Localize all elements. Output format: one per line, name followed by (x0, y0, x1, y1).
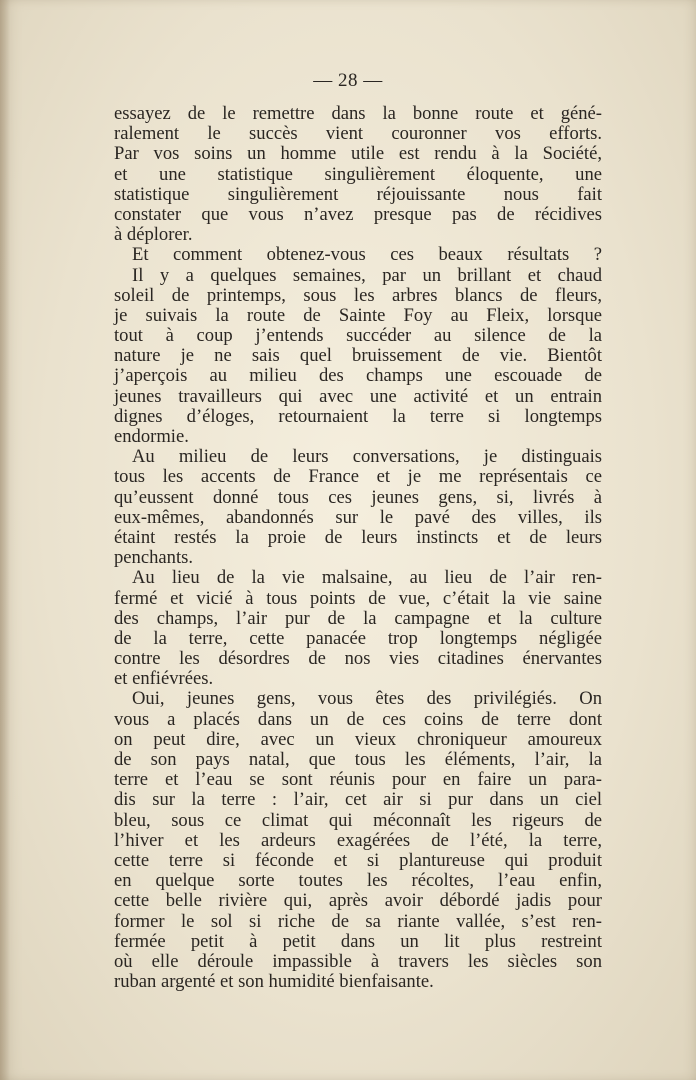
text-line: tous les accents de France et je me représentais ce (114, 466, 602, 488)
text-line: contre les désordres de nos vies citadines énervantes (114, 648, 602, 670)
text-line: j’aperçois au milieu des champs une escouade de (114, 365, 602, 387)
text-line: eux-mêmes, abandonnés sur le pavé des villes, ils (114, 506, 602, 528)
text-line: dis sur la terre : l’air, cet air si pur dans un ciel (114, 789, 602, 811)
text-line: fermé et vicié à tous points de vue, c’était la vie saine (114, 587, 602, 609)
text-line: Oui, jeunes gens, vous êtes des privilégiés. On (132, 688, 602, 710)
text-line: former le sol si riche de sa riante vallée, s’est ren- (114, 910, 602, 932)
text-line: ruban argenté et son humidité bienfaisante. (114, 971, 434, 993)
text-line: et une statistique singulièrement éloquente, une (114, 163, 602, 185)
text-line: bleu, sous ce climat qui méconnaît les rigeurs de (114, 809, 602, 831)
text-line: constater que vous n’avez presque pas de récidives (114, 203, 602, 225)
text-line: de la terre, cette panacée trop longtemps négligée (114, 627, 602, 649)
text-line: soleil de printemps, sous les arbres blancs de fleurs, (114, 284, 602, 306)
text-line: on peut dire, avec un vieux chroniqueur amoureux (114, 728, 602, 750)
text-line: Au milieu de leurs conversations, je distinguais (132, 446, 602, 468)
text-line: l’hiver et les ardeurs exagérées de l’été, la terre, (114, 829, 602, 851)
text-line: je suivais la route de Sainte Foy au Fleix, lorsque (114, 304, 602, 326)
text-line: étaint restés la proie de leurs instincts et de leurs (114, 526, 602, 548)
text-line: fermée petit à petit dans un lit plus restreint (114, 930, 602, 952)
text-line: cette belle rivière qui, après avoir débordé jadis pour (114, 890, 602, 912)
text-line: essayez de le remettre dans la bonne route et géné- (114, 103, 602, 124)
text-line: tout à coup j’entends succéder au silence de la (114, 325, 602, 347)
text-line: Il y a quelques semaines, par un brillant et chaud (132, 264, 602, 286)
text-line: cette terre si féconde et si plantureuse qui produit (114, 849, 602, 871)
page-binding-edge (0, 0, 10, 1080)
text-line: terre et l’eau se sont réunis pour en faire un para- (114, 769, 602, 791)
text-line: qu’eussent donné tous ces jeunes gens, si, livrés à (114, 486, 602, 508)
text-line: nature je ne sais quel bruissement de vie. Bientôt (114, 345, 602, 367)
text-line: des champs, l’air pur de la campagne et la culture (114, 607, 602, 629)
text-line: statistique singulièrement réjouissante nous fait (114, 183, 602, 205)
text-line: et enfiévrées. (114, 668, 214, 690)
text-line: ralement le succès vient couronner vos efforts. (114, 123, 602, 145)
text-line: à déplorer. (114, 224, 193, 246)
text-line: endormie. (114, 426, 189, 447)
text-line: Et comment obtenez-vous ces beaux résultats ? (132, 244, 602, 266)
text-line: jeunes travailleurs qui avec une activité et un entrain (114, 385, 602, 407)
text-line: dignes d’éloges, retournaient la terre si longtemps (114, 405, 602, 427)
text-line: Au lieu de la vie malsaine, au lieu de l’air ren- (132, 567, 602, 589)
body-text (114, 104, 602, 992)
text-line: de son pays natal, que tous les éléments, l’air, la (114, 749, 602, 770)
page-number: — 28 — (313, 70, 383, 91)
text-line: Par vos soins un homme utile est rendu à la Société, (114, 143, 602, 165)
text-line: vous a placés dans un de ces coins de terre dont (114, 708, 602, 730)
text-line: où elle déroule impassible à travers les siècles son (114, 950, 602, 972)
text-line: penchants. (114, 547, 193, 569)
text-line: en quelque sorte toutes les récoltes, l’eau enfin, (114, 870, 602, 892)
